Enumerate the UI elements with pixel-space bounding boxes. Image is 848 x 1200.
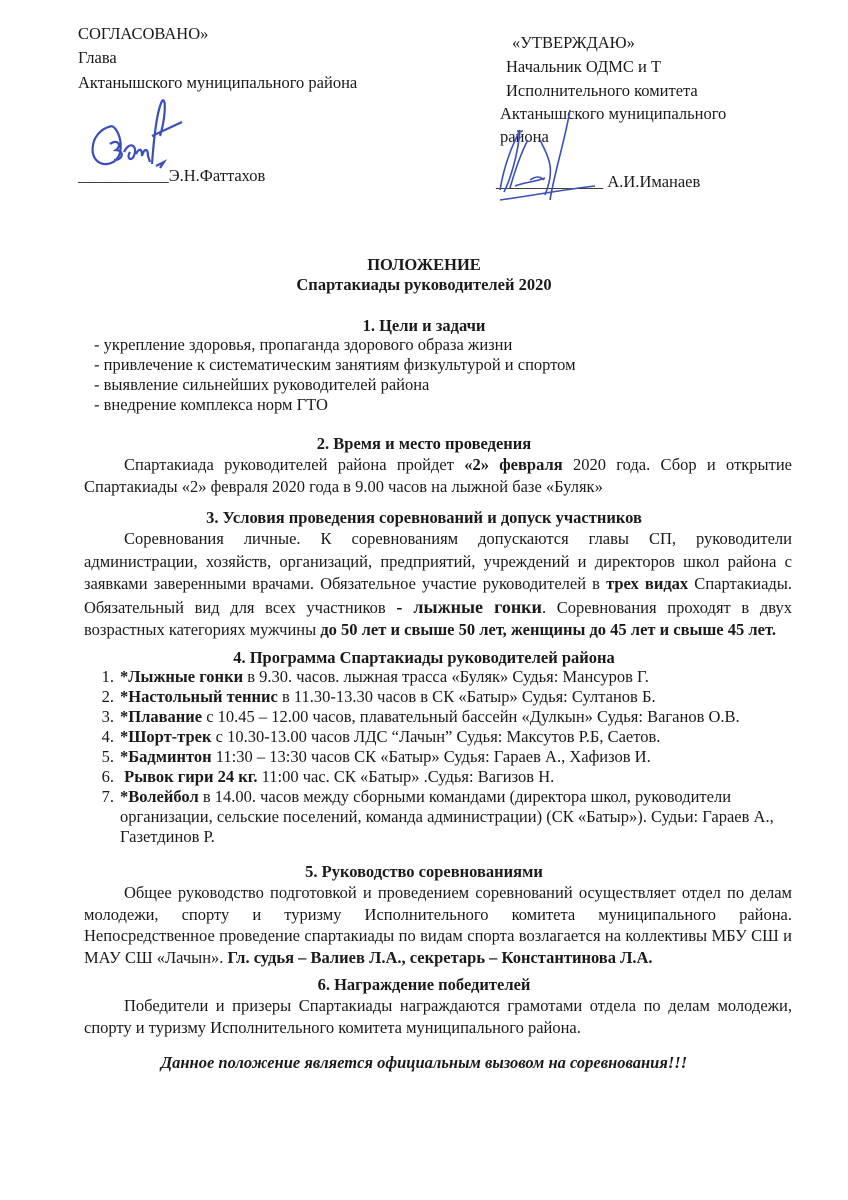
agreed-district: Актанышского муниципального района [78, 73, 358, 92]
signature-right [470, 100, 610, 220]
text-run: . Соревнования проходят в двух возрастных категориях мужчины [84, 597, 793, 639]
goal-item: - внедрение комплекса норм ГТО [94, 395, 328, 414]
item-details: с 10.45 – 12.00 часов, плавательный бассейн «Дулкын» Судья: Ваганов О.В. [202, 707, 740, 726]
section-2-text [84, 454, 792, 497]
goal-item: - укрепление здоровья, пропаганда здорового образа жизни [94, 335, 513, 354]
approve-label: «УТВЕРЖДАЮ» [512, 33, 635, 52]
program-item [84, 787, 784, 847]
judges-bold: Гл. судья – Валиев Л.А., секретарь – Константинова Л.А. [227, 947, 653, 967]
section-4-heading: 4. Программа Спартакиады руководителей района [233, 648, 615, 667]
item-number: 4. [101, 727, 114, 746]
text-run: Спартакиады. Обязательный вид для всех участников [84, 574, 793, 617]
section-6-heading: 6. Награждение победителей [317, 975, 531, 994]
document-subtitle: Спартакиады руководителей 2020 [296, 275, 552, 294]
date-bold: «2» февраля [464, 455, 563, 474]
agreed-signer-name: Э.Н.Фаттахов [168, 166, 266, 185]
text-bold: трех видах [606, 574, 689, 593]
closing-statement: Данное положение является официальным вызовом на соревнования!!! [160, 1053, 688, 1072]
section-1-heading: 1. Цели и задачи [362, 316, 486, 335]
item-details: 11:00 час. СК «Батыр» .Судья: Вагизов Н. [257, 767, 555, 786]
approve-district: Актанышского муниципального [500, 104, 727, 123]
item-number: 5. [101, 747, 114, 766]
item-details: в 9.30. часов. лыжная трасса «Буляк» Судья: Мансуров Г. [243, 667, 649, 686]
item-number: 1. [101, 667, 114, 686]
section-3-heading: 3. Условия проведения соревнований и допуск участников [206, 508, 642, 527]
approve-signer-name: А.И.Иманаев [607, 172, 701, 191]
item-number: 7. [101, 787, 114, 806]
section-5-heading: 5. Руководство соревнованиями [305, 862, 543, 881]
item-number: 2. [101, 687, 114, 706]
item-details: с 10.30-13.00 часов ЛДС “Лачын” Судья: Максутов Р.Б, Саетов. [211, 727, 661, 746]
text-run: 2020 года. Сбор и открытие Спартакиады «2» февраля 2020 года в 9.00 часов на лыжной базе «Буляк» [84, 455, 792, 496]
section-6-text: Победители и призеры Спартакиады награждаются грамотами отдела по делам молодежи, спорту и туризму Исполнительного комитета муниципального района. [84, 996, 792, 1037]
approve-committee: Исполнительного комитета [506, 81, 698, 100]
item-number: 6. [101, 767, 114, 786]
text-bold: - лыжные гонки [396, 596, 542, 617]
program-item [84, 727, 804, 747]
section-5-text [84, 882, 792, 968]
goal-item: - выявление сильнейших руководителей района [94, 375, 430, 394]
text-bold: до 50 лет и свыше 50 лет, женщины до 45 лет и свыше 45 лет. [320, 620, 776, 639]
item-details: в 11.30-13.30 часов в СК «Батыр» Судья: Султанов Б. [277, 687, 656, 706]
signature-underline: _____________ [496, 172, 604, 191]
sport-name: Рывок гири 24 кг. [120, 767, 258, 786]
text-run: Спартакиада руководителей района пройдет [124, 455, 465, 474]
sport-name: *Бадминтон [120, 747, 212, 766]
sport-name: *Волейбол [120, 787, 199, 806]
signature-underline: ___________ [78, 166, 169, 185]
program-item [84, 687, 804, 707]
program-item [84, 767, 804, 787]
signature-left [82, 96, 192, 186]
program-item [84, 707, 804, 727]
program-item [84, 667, 804, 687]
approve-position: Начальник ОДМС и Т [506, 57, 662, 76]
program-item [84, 747, 804, 767]
text-run: Общее руководство подготовкой и проведением соревнований осуществляет отдел по делам молодежи, спорту и туризму Исполнительного комитета муниципального района. Непосредственное проведение спартакиады по видам спорта возлагается на коллективы МБУ СШ и МАУ СШ «Лачын». [84, 883, 792, 967]
sport-name: *Настольный теннис [120, 687, 278, 706]
agreed-label: СОГЛАСОВАНО» [78, 24, 209, 43]
section-3-text [84, 528, 792, 642]
item-number: 3. [101, 707, 114, 726]
approve-district-2: района [500, 127, 549, 146]
sport-name: *Шорт-трек [120, 727, 212, 746]
section-2-heading: 2. Время и место проведения [316, 434, 532, 453]
item-details: 11:30 – 13:30 часов СК «Батыр» Судья: Гараев А., Хафизов И. [211, 747, 651, 766]
sport-name: *Лыжные гонки [120, 667, 244, 686]
goal-item: - привлечение к систематическим занятиям физкультурой и спортом [94, 355, 576, 374]
text-run: Соревнования личные. К соревнованиям допускаются главы СП, руководители администрации, хозяйств, организаций, предприятий, учреждений и директоров школ района с заявками заверенными врачами. Обязательное участие руководителей в [84, 529, 792, 593]
document-title: ПОЛОЖЕНИЕ [367, 255, 481, 274]
item-details: в 14.00. часов между сборными командами (директора школ, руководители организации, сельские поселений, команда администрации) (СК «Батыр»). Судьи: Гараев А., Газетдинов Р. [120, 787, 774, 846]
sport-name: *Плавание [120, 707, 203, 726]
agreed-position: Глава [78, 48, 117, 67]
